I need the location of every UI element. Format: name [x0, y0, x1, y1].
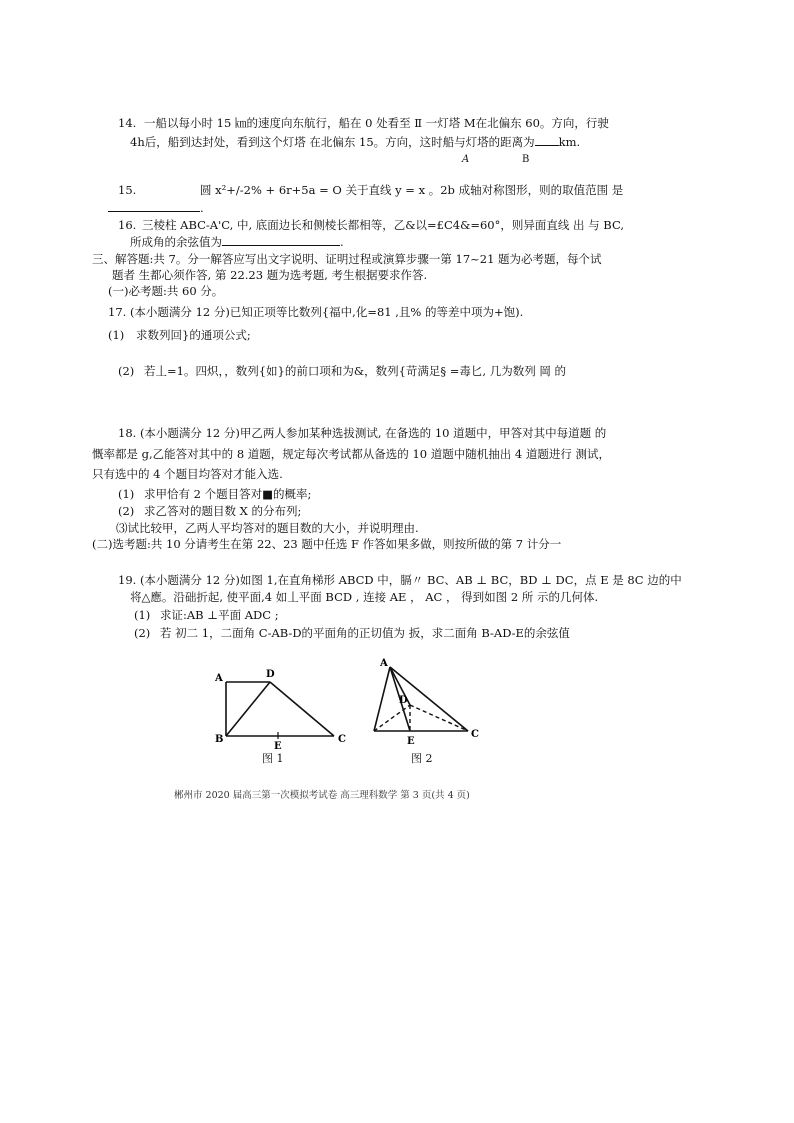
- figure-2-caption: 图 2: [411, 752, 433, 765]
- elective-note: (二)选考题:共 10 分请考生在第 22、23 题中任选 F 作答如果多做，则按所做的第 7 计分一: [92, 537, 562, 551]
- fig2-label-c: C: [471, 729, 479, 740]
- q18-line3: 只有选中的 4 个题目均答对才能入选.: [92, 467, 283, 481]
- q16-answer-blank: [222, 234, 340, 246]
- q15-number: 15.: [118, 183, 137, 197]
- fig1-label-c: C: [338, 734, 346, 745]
- q17-part2-number: (2): [118, 364, 135, 378]
- q14-unit: km.: [558, 135, 581, 149]
- q16-line2-text: 所成角的余弦值为: [130, 235, 222, 249]
- q17-part1: 求数列回}的通项公式;: [136, 328, 251, 342]
- q14-line2-text: 4h后，船到达封处，看到这个灯塔 在北偏东 15。方向，这时船与灯塔的距离为: [130, 135, 535, 149]
- q19-part2-number: (2): [134, 626, 151, 640]
- fig2-label-a: A: [380, 658, 388, 669]
- q18-part2-number: (2): [118, 504, 135, 518]
- fig1-label-e: E: [274, 741, 282, 752]
- section3-required: (一)必考题:共 60 分。: [108, 284, 224, 298]
- q16-line2: 所成角的余弦值为 .: [130, 235, 344, 249]
- fig2-label-d: D: [399, 695, 408, 706]
- q19-part1-number: (1): [134, 608, 151, 622]
- fig1-edge-bd: [226, 682, 270, 736]
- q15-text: 圆 x²+/-2% + 6r+5a = O 关于直线 y = x 。2b 成轴对称图形，则的取值范围 是: [200, 183, 624, 197]
- q19-part1: 求证:AB ⊥平面 ADC ;: [160, 608, 279, 622]
- q14-label-a: A: [462, 154, 470, 165]
- fig1-edge-dc: [270, 682, 334, 736]
- section3-line2: 题者 生都心须作答, 第 22.23 题为选考题, 考生根据要求作答.: [112, 268, 428, 282]
- q19-header: 19. (本小题满分 12 分)如图 1,在直角梯形 ABCD 中，膈〃 BC、AB ⊥ BC，BD ⊥ DC，点 E 是 8C 边的中: [118, 573, 682, 587]
- fig1-label-d: D: [266, 669, 275, 680]
- q17-header: 17. (本小题满分 12 分)已知正项等比数列{福中,化=81 ,且% 的等差中项为+饱).: [108, 305, 524, 319]
- figure-1-trapezoid: [210, 662, 360, 762]
- q18-part3: ⑶试比较甲，乙两人平均答对的题目数的大小，并说明理由.: [116, 521, 419, 535]
- q16-number: 16.: [118, 218, 137, 232]
- q18-header: 18. (本小题满分 12 分)甲乙两人参加某种选拔测试, 在备选的 10 道题中，甲答对其中每道题 的: [118, 426, 607, 440]
- page-footer: 郴州市 2020 届高三第一次模拟考试卷 高三理科数学 第 3 页(共 4 页): [174, 790, 470, 801]
- fig1-label-b: B: [215, 734, 224, 745]
- q15-answer-line: .: [108, 200, 204, 216]
- q18-line2: 慨率都是 g,乙能答对其中的 8 道题，规定每次考试都从备选的 10 道题中随机抽出 4 道题进行 测试，: [92, 447, 611, 461]
- q18-part1-number: (1): [118, 487, 135, 501]
- q18-part2: 求乙答对的题目数 X 的分布列;: [144, 504, 302, 518]
- q14-label-b: B: [522, 154, 530, 165]
- figure-2-tetrahedron: [368, 655, 488, 755]
- q16-line1: 三棱柱 ABC-A'C, 中, 底面边长和侧棱长都相等，乙&以=£C4&=60°，则异面直线 出 与 BC,: [142, 218, 625, 232]
- fig1-label-a: A: [215, 673, 223, 684]
- q18-part1: 求甲恰有 2 个题目答对■的概率;: [144, 487, 312, 501]
- q14-answer-blank: [535, 134, 559, 146]
- q14-line1: 一船以每小时 15 ㎞的速度向东航行，船在 0 处看至 Ⅱ 一灯塔 M在北偏东 60。方向，行驶: [144, 116, 609, 130]
- q19-part2: 若 初二 1，二面角 C-AB-D的平面角的正切值为 扳，求二面角 B-AD-E的余弦值: [160, 626, 570, 640]
- q17-part2: 若丄=1。四炽，，数列{如}的前口项和为&，数列{苛满足§ =毒匕, 几为数列 岡 的: [144, 364, 567, 378]
- figure-1-caption: 图 1: [262, 752, 284, 765]
- fig2-label-e: E: [407, 736, 415, 747]
- q14-number: 14.: [118, 116, 137, 130]
- section3-line1: 三、解答题:共 7。分一解答应写出文字说明、证明过程或演算步骤一第 17~21 题为必考题，每个试: [92, 252, 602, 266]
- q17-part1-number: (1): [108, 328, 125, 342]
- q14-line2: [130, 134, 580, 150]
- fig2-edge-dc: [410, 705, 468, 731]
- q19-line2: 将△應。沿础折起, 使平面,4 如丄平面 BCD , 连接 AE ， AC ， 得到如图 2 所 示的几何体.: [130, 590, 599, 604]
